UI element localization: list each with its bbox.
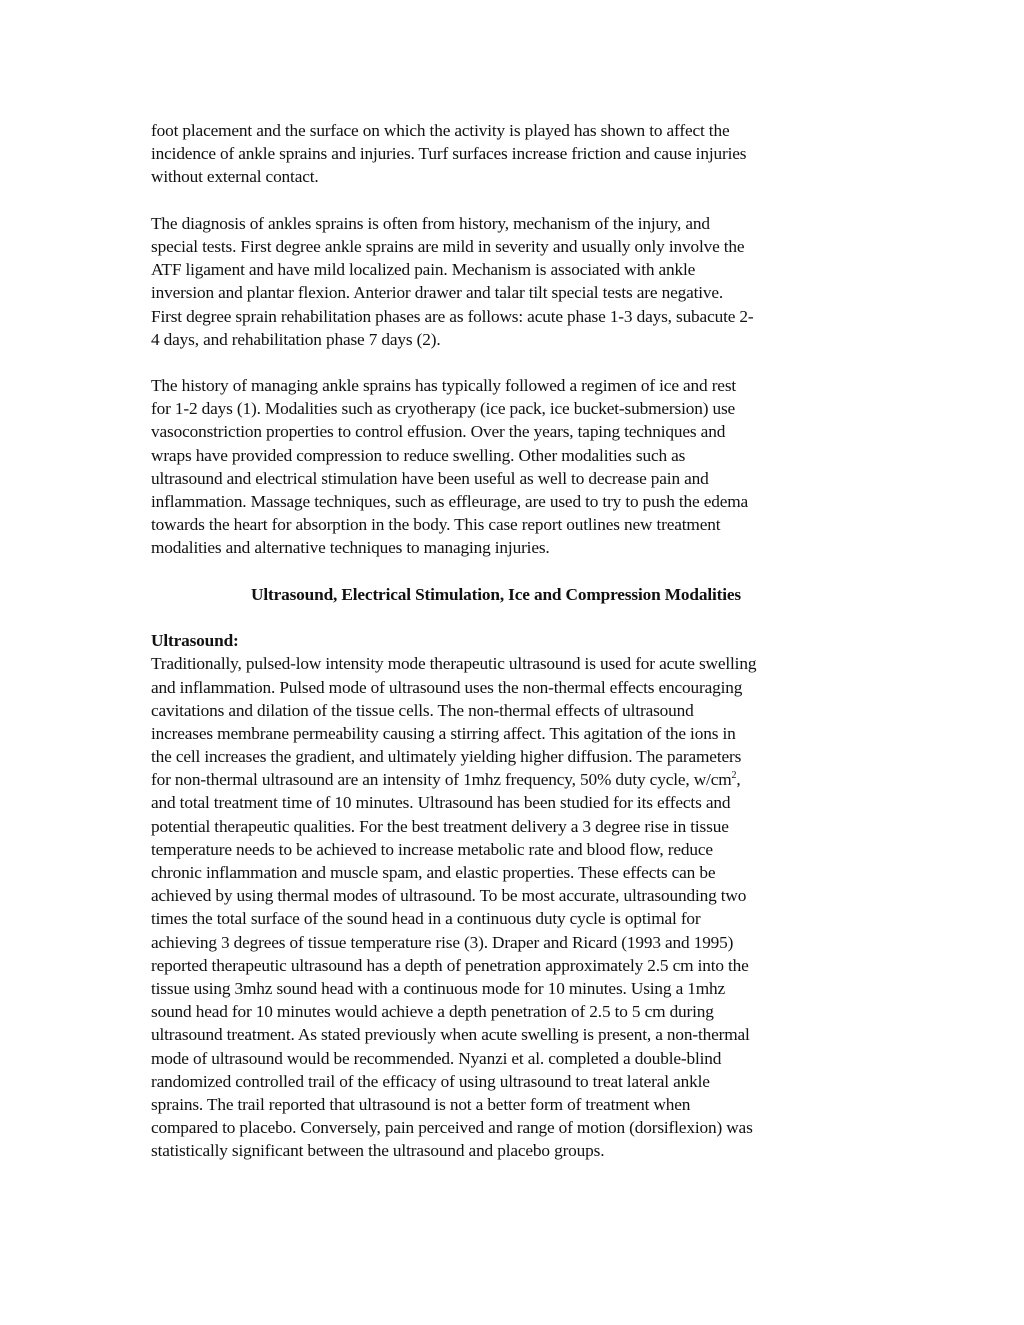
text-line: ATF ligament and have mild localized pain. Mechanism is associated with ankle <box>151 260 696 280</box>
text-line: achieving 3 degrees of tissue temperature rise (3). Draper and Ricard (1993 and 1995) <box>151 932 734 952</box>
text-line: cavitations and dilation of the tissue cells. The non-thermal effects of ultrasound <box>151 700 694 720</box>
text-line: compared to placebo. Conversely, pain perceived and range of motion (dorsiflexion) was <box>151 1118 753 1138</box>
text-line: 4 days, and rehabilitation phase 7 days (2). <box>151 329 441 349</box>
text-line: vasoconstriction properties to control effusion. Over the years, taping techniques and <box>151 422 726 442</box>
text-line: temperature needs to be achieved to increase metabolic rate and blood flow, reduce <box>151 839 713 859</box>
text-line: increases membrane permeability causing a stirring affect. This agitation of the ions in <box>151 723 736 743</box>
text-line: times the total surface of the sound head in a continuous duty cycle is optimal for <box>151 909 701 929</box>
ultrasound-subheading: Ultrasound: <box>151 631 239 651</box>
text-line: wraps have provided compression to reduce swelling. Other modalities such as <box>151 445 686 465</box>
document-page <box>151 119 841 1162</box>
text-line: incidence of ankle sprains and injuries. Turf surfaces increase friction and cause injuries <box>151 144 747 164</box>
ultrasound-section <box>151 629 841 1162</box>
text-line: potential therapeutic qualities. For the best treatment delivery a 3 degree rise in tissue <box>151 816 729 836</box>
text-line: and inflammation. Pulsed mode of ultrasound uses the non-thermal effects encouraging <box>151 677 743 697</box>
paragraph-diagnosis <box>151 212 841 351</box>
paragraph-gap <box>151 560 841 583</box>
text-line: towards the heart for absorption in the body. This case report outlines new treatment <box>151 515 721 535</box>
text-line: randomized controlled trail of the efficacy of using ultrasound to treat lateral ankle <box>151 1071 710 1091</box>
text-line: statistically significant between the ultrasound and placebo groups. <box>151 1141 605 1161</box>
text-line: inflammation. Massage techniques, such as effleurage, are used to try to push the edema <box>151 492 749 511</box>
text-line: Traditionally, pulsed-low intensity mode therapeutic ultrasound is used for acute swelling <box>151 654 757 674</box>
text-line: inversion and plantar flexion. Anterior drawer and talar tilt special tests are negative. <box>151 283 724 303</box>
paragraph-history <box>151 374 841 560</box>
paragraph-gap <box>151 351 841 374</box>
text-line: tissue using 3mhz sound head with a continuous mode for 10 minutes. Using a 1mhz <box>151 978 726 998</box>
text-line: The diagnosis of ankles sprains is often from history, mechanism of the injury, and <box>151 213 710 233</box>
text-line-with-superscript <box>151 768 841 791</box>
text-line: mode of ultrasound would be recommended. Nyanzi et al. completed a double-blind <box>151 1048 722 1068</box>
text-line: chronic inflammation and muscle spam, and elastic properties. These effects can be <box>151 863 716 882</box>
text-line: The history of managing ankle sprains has typically followed a regimen of ice and rest <box>151 376 737 396</box>
section-heading: Ultrasound, Electrical Stimulation, Ice and Compression Modalities <box>251 584 741 604</box>
text-line: ultrasound treatment. As stated previously when acute swelling is present, a non-thermal <box>151 1025 750 1045</box>
text-line: the cell increases the gradient, and ultimately yielding higher diffusion. The parameters <box>151 747 742 767</box>
text-line: reported therapeutic ultrasound has a depth of penetration approximately 2.5 cm into the <box>151 955 749 975</box>
text-line: and total treatment time of 10 minutes. Ultrasound has been studied for its effects and <box>151 793 731 813</box>
text-line: ultrasound and electrical stimulation have been useful as well to decrease pain and <box>151 468 709 488</box>
text-line: sound head for 10 minutes would achieve a depth penetration of 2.5 to 5 cm during <box>151 1002 714 1022</box>
text-line: without external contact. <box>151 167 319 187</box>
paragraph-gap <box>151 606 841 629</box>
text-span: for non-thermal ultrasound are an intensity of 1mhz frequency, 50% duty cycle, w/cm <box>151 770 732 790</box>
text-line: foot placement and the surface on which the activity is played has shown to affect the <box>151 121 730 140</box>
superscript: 2 <box>731 770 737 782</box>
text-line: achieved by using thermal modes of ultrasound. To be most accurate, ultrasounding two <box>151 886 747 906</box>
text-line: sprains. The trail reported that ultrasound is not a better form of treatment when <box>151 1094 691 1114</box>
text-line: for 1-2 days (1). Modalities such as cryotherapy (ice pack, ice bucket-submersion) use <box>151 399 736 419</box>
paragraph-gap <box>151 189 841 212</box>
text-span: , <box>736 770 741 790</box>
text-line: modalities and alternative techniques to managing injuries. <box>151 538 550 558</box>
paragraph-foot-placement <box>151 119 841 189</box>
text-line: special tests. First degree ankle sprains are mild in severity and usually only involve the <box>151 236 745 256</box>
text-line: First degree sprain rehabilitation phases are as follows: acute phase 1-3 days, subacute 2- <box>151 306 754 326</box>
